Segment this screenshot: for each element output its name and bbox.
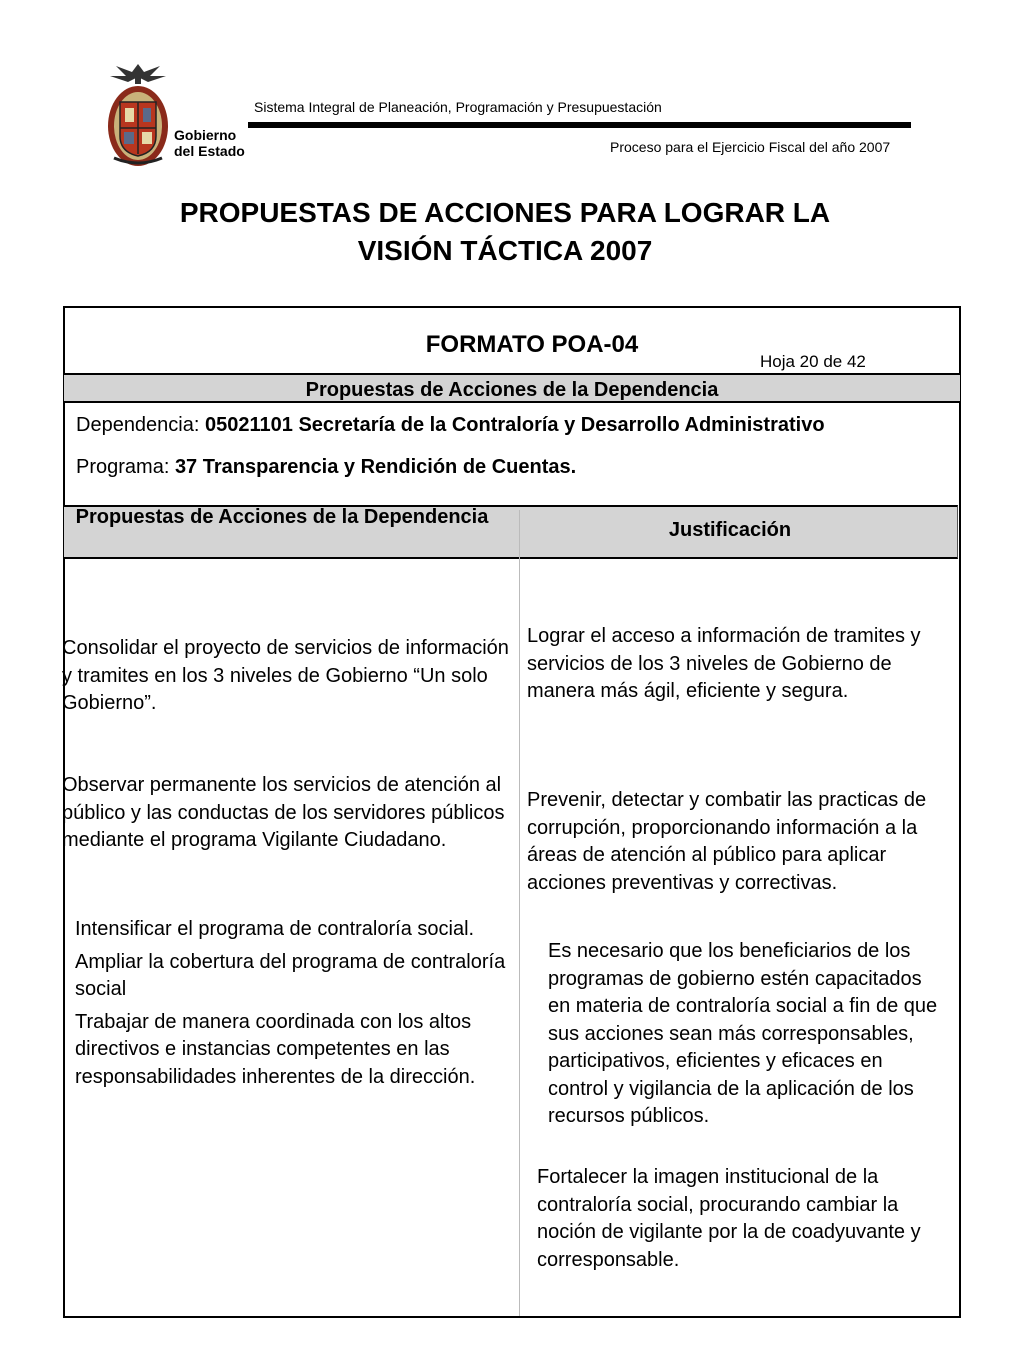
program-value: 37 Transparencia y Rendición de Cuentas. <box>174 456 577 478</box>
header-rule <box>248 122 911 128</box>
justification-item: Lograr el acceso a información de tramites y servicios de los 3 niveles de Gobierno de manera más ágil, eficiente y segura. <box>527 625 921 702</box>
justification-item: Es necesario que los beneficiarios de los programas de gobierno estén capacitados en materia de contraloría social a fin de que sus acciones sean más corresponsables, participativos, eficientes y eficaces en control y vigilancia de la aplicación de los recursos públicos. <box>548 940 938 1127</box>
column-header-proposals: Propuestas de Acciones de la Dependencia <box>75 506 489 528</box>
program-row <box>76 454 576 480</box>
system-name: Sistema Integral de Planeación, Programación y Presupuestación <box>254 99 662 115</box>
dependency-label: Dependencia: <box>76 414 200 436</box>
government-label-line2: del Estado <box>174 143 245 159</box>
proposal-item: Intensificar el programa de contraloría social. <box>75 918 475 940</box>
program-label: Programa: <box>76 456 170 478</box>
dependency-value: 05021101 Secretaría de la Contraloría y Desarrollo Administrativo <box>205 414 825 436</box>
document-title-line2: VISIÓN TÁCTICA 2007 <box>357 235 653 266</box>
state-coat-of-arms-logo <box>106 62 170 168</box>
column-divider <box>519 510 520 1316</box>
government-label <box>174 127 245 159</box>
fiscal-process-label: Proceso para el Ejercicio Fiscal del año 2007 <box>610 139 891 155</box>
proposal-item: Trabajar de manera coordinada con los altos directivos e instancias competentes en las responsabilidades inherentes de la dirección. <box>75 1010 476 1088</box>
justification-item: Prevenir, detectar y combatir las practicas de corrupción, proporcionando información a la áreas de atención al público para aplicar acciones preventivas y correctivas. <box>527 789 927 894</box>
column-header-justification: Justificación <box>668 519 792 541</box>
proposal-item: Observar permanente los servicios de atención al público y las conductas de los servidores públicos mediante el programa Vigilante Ciudadano. <box>62 774 505 851</box>
government-label-line1: Gobierno <box>174 127 237 143</box>
proposal-list <box>75 916 515 1091</box>
document-title <box>0 194 1010 270</box>
document-title-line1: PROPUESTAS DE ACCIONES PARA LOGRAR LA <box>179 197 831 228</box>
sheet-counter: Hoja 20 de 42 <box>760 352 866 371</box>
proposal-item: Ampliar la cobertura del programa de contraloría social <box>75 950 506 1000</box>
justification-item: Fortalecer la imagen institucional de la contraloría social, procurando cambiar la noción de vigilante por la de coadyuvante y corresponsable. <box>537 1166 921 1271</box>
dependency-row <box>76 412 825 438</box>
proposal-item: Consolidar el proyecto de servicios de información y tramites en los 3 niveles de Gobierno “Un solo Gobierno”. <box>62 637 509 714</box>
format-code: FORMATO POA-04 <box>425 331 639 358</box>
section-heading: Propuestas de Acciones de la Dependencia <box>64 373 960 403</box>
